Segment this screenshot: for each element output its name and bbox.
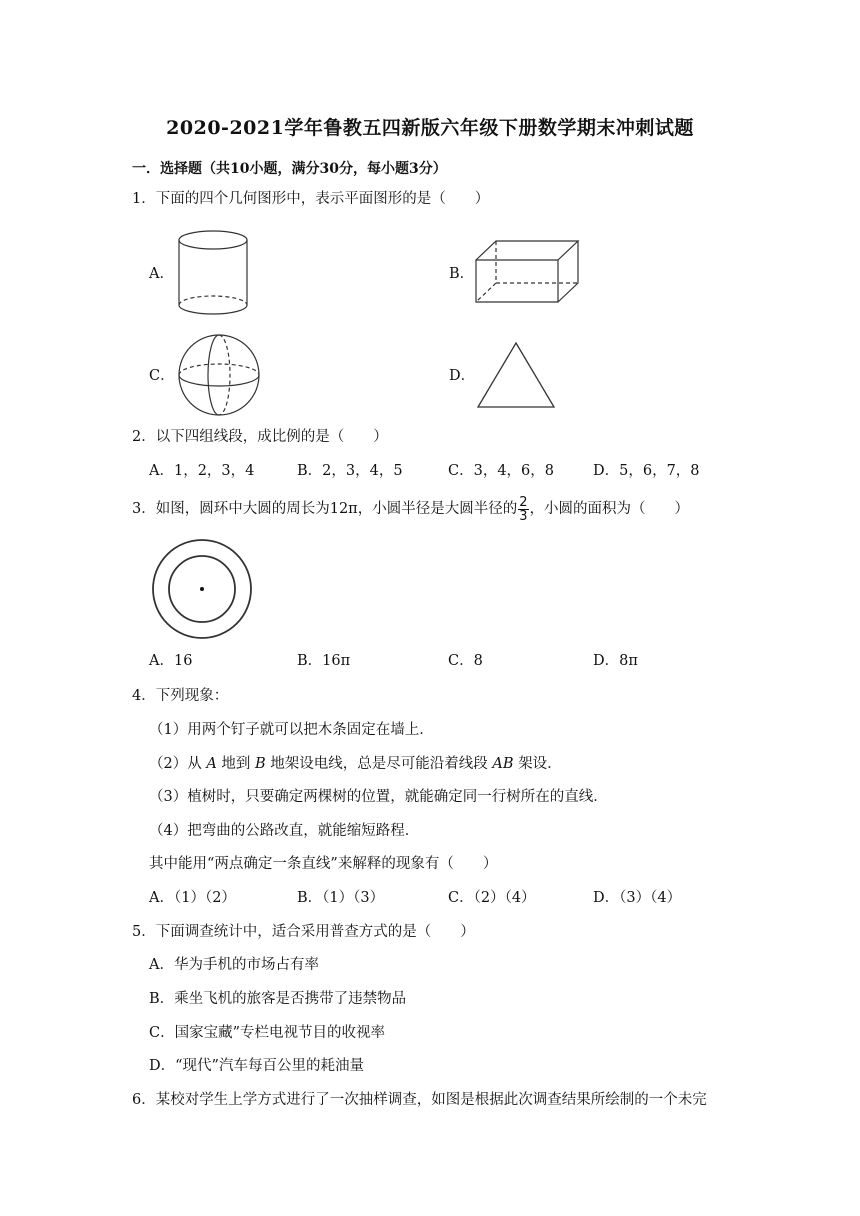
- q1-option-b-label: B．: [449, 266, 475, 282]
- q4-item-2-text: 地架设电线，总是尽可能沿着线段: [265, 756, 493, 772]
- two-thirds-fraction: [518, 496, 528, 523]
- question-4-stem: 4．下列现象：: [132, 688, 229, 704]
- q4-question: 其中能用“两点确定一条直线”来解释的现象有（ ）: [149, 856, 498, 872]
- q3-option-b: B．16π: [297, 653, 351, 669]
- annulus-icon: [150, 538, 254, 642]
- q4-option-b: B．（1）（3）: [297, 890, 385, 906]
- q3-stem-part-a: 3．如图，圆环中大圆的周长为12π，小圆半径是大圆半径的: [132, 501, 518, 517]
- page-title: 2020-2021学年鲁教五四新版六年级下册数学期末冲刺试题: [166, 117, 694, 139]
- q4-item-3: （3）植树时，只要确定两棵树的位置，就能确定同一行树所在的直线．: [149, 789, 608, 805]
- q2-option-c: C．3，4，6，8: [448, 463, 554, 479]
- point-a-label: A: [206, 756, 217, 772]
- q4-item-2-text: （2）从: [149, 756, 207, 772]
- question-1-stem: 1．下面的四个几何图形中，表示平面图形的是（ ）: [132, 191, 490, 207]
- q1-option-a-label: A．: [149, 266, 174, 282]
- question-3-stem: [132, 493, 689, 525]
- q3-stem-part-b: ，小圆的面积为（ ）: [529, 501, 689, 517]
- q4-item-2-text: 架设．: [513, 756, 562, 772]
- q2-option-b: B．2，3，4，5: [297, 463, 403, 479]
- question-2-stem: 2．以下四组线段，成比例的是（ ）: [132, 429, 388, 445]
- q5-option-b: B．乘坐飞机的旅客是否携带了违禁物品: [149, 991, 407, 1007]
- q3-option-a: A．16: [149, 653, 193, 669]
- q5-option-d: D．“现代”汽车每百公里的耗油量: [149, 1058, 364, 1074]
- q4-option-c: C．（2）（4）: [448, 890, 536, 906]
- fraction-denominator: 3: [519, 508, 528, 524]
- q4-item-4: （4）把弯曲的公路改直，就能缩短路程．: [149, 823, 420, 839]
- q4-option-d: D．（3）（4）: [593, 890, 682, 906]
- sphere-icon: [177, 333, 261, 417]
- q1-option-d-label: D．: [449, 368, 476, 384]
- section-heading: 一．选择题（共10小题，满分30分，每小题3分）: [132, 161, 447, 177]
- segment-ab-label: AB: [492, 756, 514, 772]
- q4-item-2: [149, 757, 562, 772]
- q2-option-d: D．5，6，7，8: [593, 463, 700, 479]
- question-6-stem: 6．某校对学生上学方式进行了一次抽样调查，如图是根据此次调查结果所绘制的一个未完: [132, 1092, 707, 1108]
- fraction-numerator: 2: [519, 494, 528, 510]
- q4-item-2-text: 地到: [216, 756, 256, 772]
- cuboid-icon: [474, 238, 580, 304]
- q3-option-c: C．8: [448, 653, 483, 669]
- question-5-stem: 5．下面调查统计中，适合采用普查方式的是（ ）: [132, 924, 475, 940]
- q2-option-a: A．1，2，3，4: [149, 463, 255, 479]
- point-b-label: B: [255, 756, 266, 772]
- q5-option-a: A．华为手机的市场占有率: [149, 957, 319, 973]
- q3-option-d: D．8π: [593, 653, 638, 669]
- triangle-icon: [476, 341, 556, 409]
- cylinder-icon: [175, 230, 251, 316]
- q4-option-a: A．（1）（2）: [149, 890, 236, 906]
- q1-option-c-label: C．: [149, 368, 175, 384]
- q5-option-c: C．国家宝藏”专栏电视节目的收视率: [149, 1025, 386, 1041]
- q4-item-1: （1）用两个钉子就可以把木条固定在墙上．: [149, 722, 434, 738]
